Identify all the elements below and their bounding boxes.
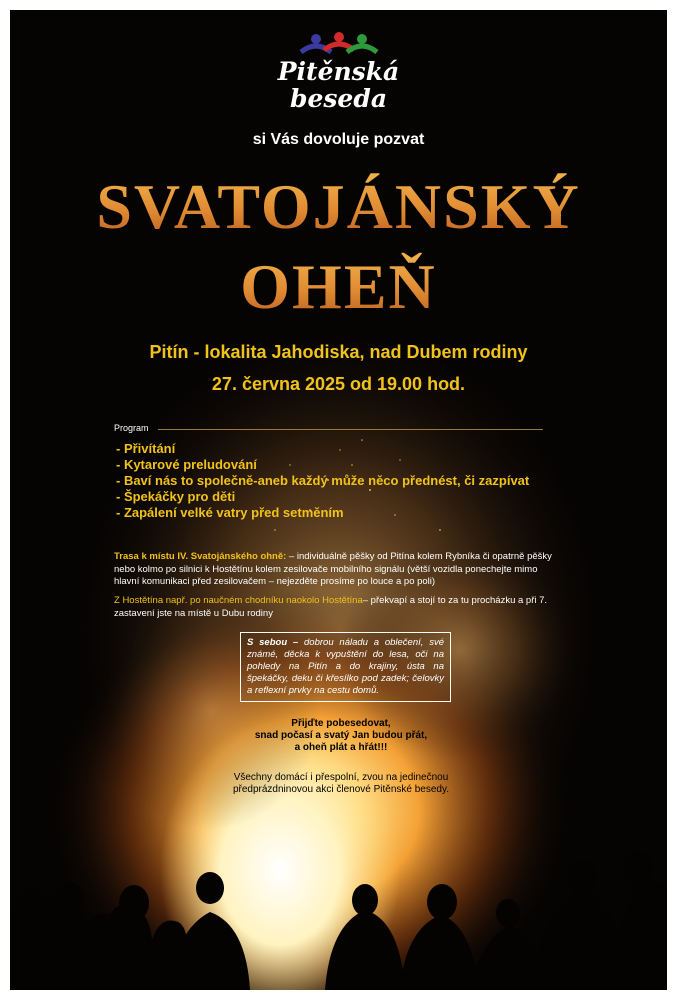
program-item: - Špekáčky pro děti	[116, 489, 236, 504]
hostetin-text: – překvapí a stojí to za tu procházku a při 7. zastavení jste na místě u Dubu rodiny	[114, 595, 548, 619]
program-item: - Baví nás to společně-aneb každý může něco přednést, či zazpívat	[116, 473, 530, 488]
come-line: a oheň plát a hřát!!!	[294, 742, 388, 753]
route-text: – individuálně pěšky od Pitína kolem Rybníka či opatrně pěšky nebo kolmo po silnici k Hostětínu kolem zesilovače mobilního signálu (větší vozidla ponechejte mimo hlavní komunikaci před zesilovačem – nejezděte prosíme po louce a po poli)	[114, 551, 552, 587]
program-divider	[158, 429, 543, 430]
route-lead: Trasa k místu IV. Svatojánského ohně:	[114, 551, 287, 562]
title-line1: SVATOJÁNSKÝ	[10, 170, 667, 244]
program-item: - Kytarové preludování	[116, 457, 257, 472]
bring-along-lead: S sebou –	[247, 637, 299, 648]
closing-line: Všechny domácí i přespolní, zvou na jedinečnou	[233, 772, 449, 783]
poster	[10, 10, 667, 990]
closing-invitation	[206, 772, 476, 796]
logo-name-line1: Pitěnská	[277, 57, 400, 86]
program-item: - Zapálení velké vatry před setměním	[116, 505, 344, 520]
logo-name-line2: beseda	[289, 84, 388, 113]
program-item: - Přivítání	[116, 441, 176, 456]
closing-line: předprázdninovou akci členové Pitěnské besedy.	[232, 784, 450, 795]
come-invitation	[226, 718, 456, 754]
logo	[10, 32, 667, 112]
invite-text: si Vás dovoluje pozvat	[252, 131, 425, 148]
event-date: 27. června 2025 od 19.00 hod.	[211, 374, 466, 394]
bring-along-text: dobrou náladu a oblečení, své známé, děcka k vypuštění do lesa, oči na pohledy na Pitín a do krajiny, ústa na špekáčky, deku či křesílko pod zadek; čelovky a reflexní prvky na cestu domů.	[247, 637, 444, 696]
event-location: Pitín - lokalita Jahodiska, nad Dubem rodiny	[149, 342, 528, 362]
hostetin-paragraph	[114, 595, 554, 620]
come-line: snad počasí a svatý Jan budou přát,	[254, 730, 428, 741]
title-line2: OHEŇ	[10, 250, 667, 324]
come-line: Přijďte pobesedovat,	[291, 718, 391, 729]
hostetin-lead: Z Hostětína např. po naučném chodníku naokolo Hostětína	[114, 595, 363, 606]
logo-figures-icon	[299, 32, 379, 54]
route-paragraph	[114, 551, 554, 589]
program-list	[116, 441, 529, 521]
program-label: Program	[114, 423, 149, 433]
bring-along-box	[240, 632, 451, 702]
